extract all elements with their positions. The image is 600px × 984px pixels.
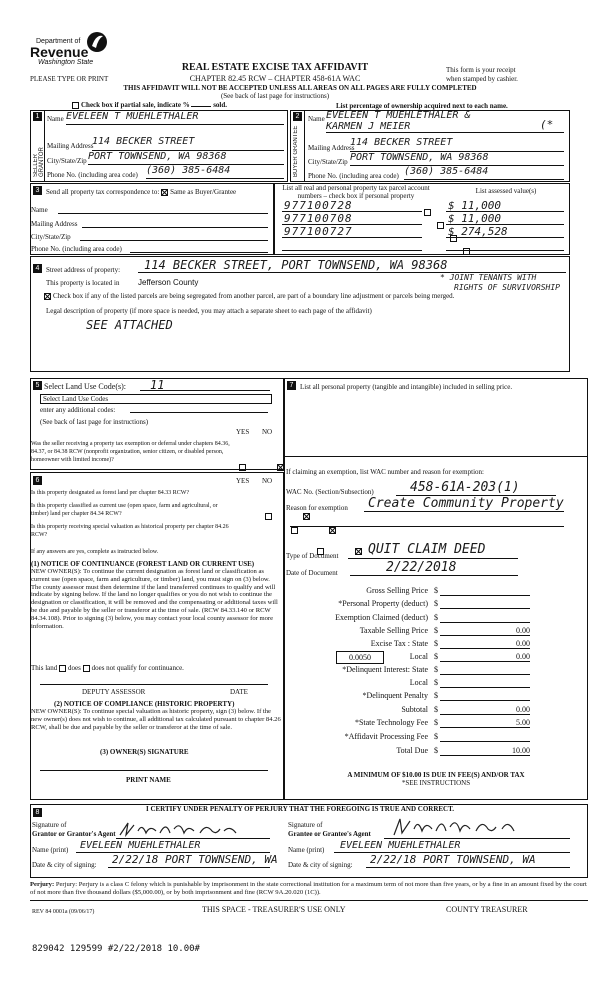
fee-row: Local $ 0.00 bbox=[409, 652, 530, 661]
land-continuance bbox=[31, 664, 184, 672]
seller-phone[interactable]: (360) 385-6484 bbox=[146, 165, 231, 176]
does-label: does bbox=[68, 664, 81, 672]
fee-value[interactable] bbox=[440, 665, 530, 675]
seller-phone-label: Phone No. (including area code) bbox=[47, 171, 138, 179]
section-2-number: 2 bbox=[293, 112, 302, 121]
fee-value[interactable] bbox=[440, 586, 530, 596]
buyer-address-label: Mailing Address bbox=[308, 144, 355, 152]
legal-value[interactable]: SEE ATTACHED bbox=[86, 318, 173, 332]
grantee-date-city[interactable]: 2/22/18 PORT TOWNSEND, WA bbox=[370, 853, 536, 866]
fee-row: *Delinquent Penalty $ bbox=[284, 691, 546, 702]
fee-row: *State Technology Fee $ 5.00 bbox=[354, 718, 530, 727]
land-use-see-back: (See back of last page for instructions) bbox=[40, 418, 149, 426]
parcel-number-3[interactable]: 977100727 bbox=[284, 225, 353, 238]
fee-row: Local $ bbox=[284, 678, 546, 689]
buyer-phone-label: Phone No. (including area code) bbox=[308, 172, 399, 180]
fee-row: Subtotal $ 0.00 bbox=[401, 705, 530, 714]
treasurer-space: THIS SPACE - TREASURER'S USE ONLY bbox=[202, 905, 346, 914]
fee-row: Total Due $ 10.00 bbox=[396, 746, 530, 755]
fee-value[interactable]: 0.00 bbox=[440, 652, 530, 662]
buyer-phone[interactable]: (360) 385-6484 bbox=[404, 166, 489, 177]
see-back: (See back of last page for instructions) bbox=[220, 92, 330, 100]
section-1-number: 1 bbox=[33, 112, 42, 121]
wac-value[interactable]: 458-61A-203(1) bbox=[410, 480, 520, 495]
section-5-number: 5 bbox=[33, 381, 42, 390]
form-warning: THIS AFFIDAVIT WILL NOT BE ACCEPTED UNLESS ALL AREAS ON ALL PAGES ARE FULLY COMPLETED bbox=[123, 84, 477, 92]
partial-sale bbox=[72, 101, 227, 109]
fee-row: *Personal Property (deduct) $ bbox=[284, 599, 546, 610]
corr-name-label: Name bbox=[31, 206, 48, 214]
seller-side-label: SELLER GRANTOR bbox=[33, 147, 45, 177]
form-title: REAL ESTATE EXCISE TAX AFFIDAVIT bbox=[181, 62, 369, 73]
fee-label: Exemption Claimed (deduct) bbox=[335, 613, 428, 622]
fee-row: Gross Selling Price $ bbox=[284, 586, 546, 597]
parcel-header-1: List all real and personal property tax parcel account bbox=[282, 184, 430, 192]
parcel-number-2[interactable]: 977100708 bbox=[284, 212, 353, 225]
doc-date-label: Date of Document bbox=[286, 569, 338, 577]
wac-label: WAC No. (Section/Subsection) bbox=[286, 488, 374, 496]
forest-yes-checkbox[interactable] bbox=[265, 513, 272, 520]
parcel-1-personal-checkbox[interactable] bbox=[424, 209, 431, 216]
fee-value[interactable] bbox=[440, 599, 530, 609]
does-checkbox[interactable] bbox=[59, 665, 66, 672]
deputy-assessor: DEPUTY ASSESSOR bbox=[82, 688, 146, 696]
continuance-body: NEW OWNER(S): To continue the current designation as forest land or classification as current use (open space, farm and agriculture, or timber) land, you must sign on (3) below. The county assessor must then determine if the land transferred continues to qualify and will indicate by signing below. If the land no longer qualifies or you do not wish to continue the designation or classification, it will be removed and the compensating or additional taxes will be due and payable by the seller or transferor at the time of sale. (RCW 84.33.140 or RCW 84.34.108). Prior to signing (3) below, you may contact your local county assessor for more information. bbox=[31, 568, 278, 630]
same-as-buyer-checkbox[interactable] bbox=[161, 189, 168, 196]
seller-name[interactable]: EVELEEN T MUEHLETHALER bbox=[66, 111, 199, 122]
land-use-value[interactable]: 11 bbox=[150, 378, 165, 392]
parcel-2-personal-checkbox[interactable] bbox=[437, 222, 444, 229]
county-treasurer: COUNTY TREASURER bbox=[446, 905, 528, 914]
segregated bbox=[44, 292, 514, 300]
joint-note-1: * JOINT TENANTS WITH bbox=[440, 273, 537, 282]
corr-city-label: City/State/Zip bbox=[31, 233, 71, 241]
street-address[interactable]: 114 BECKER STREET, PORT TOWNSEND, WA 98368 bbox=[144, 258, 448, 272]
doc-date[interactable]: 2/22/2018 bbox=[386, 560, 457, 575]
fee-label: *Affidavit Processing Fee bbox=[344, 732, 428, 741]
buyer-name-note: (* bbox=[540, 118, 554, 131]
grantor-name-label: Name (print) bbox=[32, 846, 69, 854]
parcel-value-1[interactable]: $ 11,000 bbox=[448, 199, 501, 212]
fee-label: *State Technology Fee bbox=[354, 718, 428, 727]
grantor-name[interactable]: EVELEEN MUEHLETHALER bbox=[80, 840, 201, 851]
buyer-name-1[interactable]: EVELEEN T MUEHLETHALER & bbox=[326, 110, 471, 121]
exemption-yes-checkbox[interactable] bbox=[239, 464, 246, 471]
s5-no: NO bbox=[262, 428, 273, 436]
historic-question: Is this property receiving special valuation as historical property per chapter 84.26 RCW? bbox=[31, 524, 229, 538]
dept-line3: Washington State bbox=[38, 59, 94, 66]
section-7-number: 7 bbox=[287, 381, 296, 390]
see-instructions: *SEE INSTRUCTIONS bbox=[401, 779, 471, 787]
fee-label: Total Due bbox=[396, 746, 428, 755]
parcel-4-personal-checkbox[interactable] bbox=[463, 248, 470, 255]
correspondence-text: Send all property tax correspondence to: bbox=[46, 188, 160, 196]
land-use-label: Select Land Use Code(s): bbox=[44, 382, 126, 391]
does-not-label: does not bbox=[91, 664, 116, 672]
grantor-sig-label-2: Grantor or Grantor's Agent bbox=[32, 830, 116, 838]
buyer-name-2[interactable]: KARMEN J MEIER bbox=[326, 121, 411, 132]
buyer-city-label: City/State/Zip bbox=[308, 158, 348, 166]
parcel-number-1[interactable]: 977100728 bbox=[284, 199, 353, 212]
segregated-checkbox[interactable] bbox=[44, 293, 51, 300]
fee-value[interactable]: 0.00 bbox=[440, 705, 530, 715]
fee-value[interactable] bbox=[440, 613, 530, 623]
form-chapter: CHAPTER 82.45 RCW – CHAPTER 458-61A WAC bbox=[189, 74, 361, 83]
reason-label: Reason for exemption bbox=[286, 504, 348, 512]
perjury-text: Perjury: Perjury is a class C felony which is punishable by imprisonment in the state correctional institution for a maximum term of not more than five years, or by a fine in an amount fixed by the court of not more than five thousand dollars ($5,000.00), or by both imprisonment and fine (RCW 9A.20.020 (1C)). bbox=[30, 881, 587, 896]
parcel-value-2[interactable]: $ 11,000 bbox=[448, 212, 501, 225]
partial-sale-label: Check box if partial sale, indicate % bbox=[81, 101, 190, 109]
buyer-city[interactable]: PORT TOWNSEND, WA 98368 bbox=[350, 152, 489, 163]
grantor-signature[interactable] bbox=[116, 819, 266, 839]
joint-note-2: RIGHTS OF SURVIVORSHIP bbox=[454, 283, 560, 292]
please-type: PLEASE TYPE OR PRINT bbox=[30, 75, 109, 83]
partial-sale-checkbox[interactable] bbox=[72, 102, 79, 109]
fee-label: *Delinquent Interest: State bbox=[342, 665, 428, 674]
print-name: PRINT NAME bbox=[126, 776, 171, 784]
exemption-no-checkbox[interactable] bbox=[277, 464, 284, 471]
grantee-signature[interactable] bbox=[390, 815, 540, 839]
fee-value[interactable]: 5.00 bbox=[440, 718, 530, 728]
fee-label: *Delinquent Penalty bbox=[362, 691, 428, 700]
receipt-stamp: 829042 129599 #2/22/2018 10.00# bbox=[32, 944, 200, 954]
located-label: This property is located in bbox=[46, 279, 120, 287]
compliance-title: (2) NOTICE OF COMPLIANCE (HISTORIC PROPERTY) bbox=[54, 700, 235, 708]
qualify-label: qualify for continuance. bbox=[116, 664, 184, 672]
grantor-date-label: Date & city of signing: bbox=[32, 861, 97, 869]
local-rate-box[interactable]: 0.0050 bbox=[336, 651, 384, 664]
buyer-side-label: BUYER GRANTEE bbox=[293, 125, 299, 177]
grantor-sig-label-1: Signature of bbox=[32, 821, 67, 829]
same-as-buyer-label: Same as Buyer/Grantee bbox=[170, 188, 237, 196]
street-label: Street address of property: bbox=[46, 266, 121, 274]
forest-question: Is this property designated as forest land per chapter 84.33 RCW? bbox=[31, 490, 190, 496]
corr-address-label: Mailing Address bbox=[31, 220, 78, 228]
fee-label: *Personal Property (deduct) bbox=[338, 599, 428, 608]
dor-logo-icon bbox=[86, 30, 108, 54]
segregated-label: Check box if any of the listed parcels are being segregated from another parcel, are part of a boundary line adjustment or parcels being merged. bbox=[53, 292, 455, 300]
exemption-claim-label: If claiming an exemption, list WAC number and reason for exemption: bbox=[286, 468, 484, 476]
fee-label: Taxable Selling Price bbox=[359, 626, 428, 635]
dor-logo bbox=[30, 30, 120, 70]
fee-value[interactable]: 0.00 bbox=[440, 639, 530, 649]
additional-codes: enter any additional codes: bbox=[40, 406, 116, 414]
section-6-number: 6 bbox=[33, 476, 42, 485]
does-not-checkbox[interactable] bbox=[83, 665, 90, 672]
section-3-number: 3 bbox=[33, 186, 42, 195]
fee-label: Excise Tax : State bbox=[370, 639, 428, 648]
fee-row: *Affidavit Processing Fee $ bbox=[284, 732, 546, 743]
fee-label: Subtotal bbox=[401, 705, 428, 714]
grantee-name[interactable]: EVELEEN MUEHLETHALER bbox=[340, 840, 461, 851]
certify: I CERTIFY UNDER PENALTY OF PERJURY THAT THE FOREGOING IS TRUE AND CORRECT. bbox=[145, 805, 454, 813]
legal-label: Legal description of property (if more space is needed, you may attach a separate sheet to each page of the affidavit) bbox=[46, 307, 372, 315]
if-yes: If any answers are yes, complete as instructed below. bbox=[31, 549, 159, 555]
sold-label: sold. bbox=[213, 101, 228, 109]
section-8-number: 8 bbox=[33, 808, 42, 817]
section-4-number: 4 bbox=[33, 264, 42, 273]
fee-row: Taxable Selling Price $ 0.00 bbox=[359, 626, 530, 635]
dept-line1: Department of bbox=[36, 38, 81, 45]
this-land-label: This land bbox=[31, 664, 58, 672]
assessed-header: List assessed value(s) bbox=[475, 187, 537, 195]
fee-value[interactable] bbox=[440, 732, 530, 742]
minimum-due: A MINIMUM OF $10.00 IS DUE IN FEE(S) AND/OR TAX bbox=[347, 771, 525, 779]
perjury-bold: Perjury: bbox=[30, 881, 55, 888]
s6-yes: YES bbox=[236, 477, 250, 485]
seller-city[interactable]: PORT TOWNSEND, WA 98368 bbox=[88, 151, 227, 162]
fee-row: Exemption Claimed (deduct) $ bbox=[284, 613, 546, 624]
fee-value[interactable] bbox=[440, 678, 530, 688]
fee-label: Local bbox=[409, 678, 428, 687]
s6-no: NO bbox=[262, 477, 273, 485]
current-use-question: Is this property classified as current use (open space, farm and agricultural, or timber) land per chapter 84.34 RCW? bbox=[31, 503, 218, 517]
doc-type[interactable]: QUIT CLAIM DEED bbox=[368, 542, 486, 557]
parcel-value-3[interactable]: $ 274,528 bbox=[448, 225, 508, 238]
fee-label: Gross Selling Price bbox=[366, 586, 428, 595]
reason-value[interactable]: Create Community Property bbox=[368, 496, 564, 511]
exemption-question: Was the seller receiving a property tax exemption or deferral under chapters 84.36, 84.37, or 84.38 RCW (nonprofit organization, senior citizen, or disabled person, homeowner with limited income)? bbox=[31, 441, 230, 463]
seller-address-label: Mailing Address bbox=[47, 142, 94, 150]
buyer-address[interactable]: 114 BECKER STREET bbox=[350, 137, 453, 148]
seller-address[interactable]: 114 BECKER STREET bbox=[92, 136, 195, 147]
grantee-name-label: Name (print) bbox=[288, 846, 325, 854]
buyer-name-label: Name bbox=[308, 115, 325, 123]
land-use-select[interactable]: Select Land Use Codes bbox=[40, 394, 272, 404]
receipt-note-1: This form is your receipt bbox=[446, 66, 516, 74]
fee-row: *Delinquent Interest: State $ bbox=[284, 665, 546, 676]
continuance-title: (1) NOTICE OF CONTINUANCE (FOREST LAND OR CURRENT USE) bbox=[31, 560, 255, 568]
grantee-sig-label-2: Grantee or Grantee's Agent bbox=[288, 830, 371, 838]
grantee-date-label: Date & city of signing: bbox=[288, 861, 353, 869]
receipt-note-2: when stamped by cashier. bbox=[446, 75, 518, 83]
seller-name-label: Name bbox=[47, 115, 64, 123]
seller-city-label: City/State/Zip bbox=[47, 157, 87, 165]
doc-type-label: Type of Document bbox=[286, 552, 339, 560]
ownership-note: List percentage of ownership acquired next to each name. bbox=[336, 102, 508, 110]
rev-number: REV 84 0001a (09/06/17) bbox=[32, 909, 95, 915]
parcel-header-2: numbers – check box if personal property bbox=[297, 192, 415, 200]
fee-label: Local bbox=[409, 652, 428, 661]
fee-value[interactable]: 10.00 bbox=[440, 746, 530, 756]
partial-pct[interactable] bbox=[191, 106, 211, 107]
deputy-date: DATE bbox=[230, 688, 248, 696]
perjury-note bbox=[30, 881, 590, 897]
corr-phone-label: Phone No. (including area code) bbox=[31, 245, 122, 253]
personal-property-label: List all personal property (tangible and intangible) included in selling price. bbox=[300, 383, 513, 391]
fee-row: Excise Tax : State $ 0.00 bbox=[370, 639, 530, 648]
grantor-date-city[interactable]: 2/22/18 PORT TOWNSEND, WA bbox=[112, 853, 278, 866]
grantee-sig-label-1: Signature of bbox=[288, 821, 323, 829]
dept-line2: Revenue bbox=[30, 44, 89, 60]
fee-value[interactable]: 0.00 bbox=[440, 626, 530, 636]
county: Jefferson County bbox=[138, 278, 199, 287]
correspondence-label bbox=[46, 188, 236, 196]
fee-value[interactable] bbox=[440, 691, 530, 701]
owner-signature: (3) OWNER(S) SIGNATURE bbox=[100, 748, 189, 756]
compliance-body: NEW OWNER(S): To continue special valuation as historic property, sign (3) below. If the new owner(s) does not wish to continue, all additional tax calculated pursuant to chapter 84.26 RCW, shall be due and payable by the seller or transferor at the time of sale. bbox=[31, 708, 281, 731]
s5-yes: YES bbox=[236, 428, 250, 436]
